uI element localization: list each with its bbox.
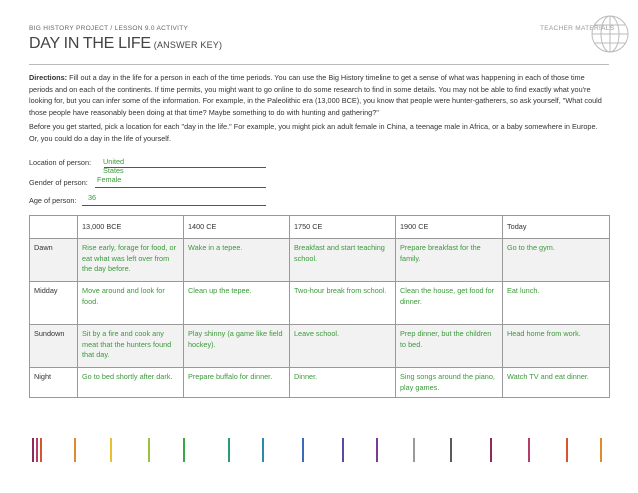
age-label: Age of person:: [29, 196, 77, 205]
page-title-main: DAY IN THE LIFE: [29, 35, 151, 52]
table-cell[interactable]: Go to bed shortly after dark.: [78, 368, 184, 398]
table-header-cell: 13,000 BCE: [78, 216, 184, 239]
gender-field: [29, 175, 122, 187]
table-header-cell: 1900 CE: [396, 216, 503, 239]
table-cell[interactable]: Clean up the tepee.: [184, 282, 290, 325]
location-line[interactable]: [104, 157, 266, 168]
gender-value: Female: [97, 175, 122, 184]
table-cell[interactable]: Sit by a fire and cook any meat that the hunters found that day.: [78, 325, 184, 368]
table-cell[interactable]: Clean the house, get food for dinner.: [396, 282, 503, 325]
color-bar: [36, 438, 38, 462]
table-cell[interactable]: Sing songs around the piano, play games.: [396, 368, 503, 398]
table-cell[interactable]: Move around and look for food.: [78, 282, 184, 325]
table-row: [30, 282, 610, 325]
color-bar: [110, 438, 112, 462]
teacher-materials-label: TEACHER MATERIALS: [540, 25, 615, 32]
row-label: Sundown: [30, 325, 78, 368]
color-bar: [228, 438, 230, 462]
color-bar: [183, 438, 185, 462]
color-bar: [40, 438, 42, 462]
table-cell[interactable]: Prepare buffalo for dinner.: [184, 368, 290, 398]
color-bar: [302, 438, 304, 462]
color-bar: [148, 438, 150, 462]
directions-paragraph-2: Before you get started, pick a location for each "day in the life." For example, you might pick an adult female in China, a teenage male in Africa, or a baby somewhere in Europe. Or, you could do a day in the life of yourself.: [29, 122, 598, 143]
table-cell[interactable]: Prep dinner, but the children to bed.: [396, 325, 503, 368]
page-title-subtitle: (ANSWER KEY): [153, 40, 223, 50]
table-cell[interactable]: Rise early, forage for food, or eat what was left over from the day before.: [78, 239, 184, 282]
location-field: [29, 157, 125, 175]
table-cell[interactable]: Dinner.: [290, 368, 396, 398]
color-bar-strip: [0, 438, 638, 468]
color-bar: [342, 438, 344, 462]
table-cell[interactable]: Wake in a tepee.: [184, 239, 290, 282]
color-bar: [566, 438, 568, 462]
table-cell[interactable]: Head home from work.: [503, 325, 610, 368]
age-value: 36: [88, 193, 97, 202]
table-cell[interactable]: Leave school.: [290, 325, 396, 368]
color-bar: [528, 438, 530, 462]
table-cell[interactable]: Eat lunch.: [503, 282, 610, 325]
color-bar: [262, 438, 264, 462]
color-bar: [413, 438, 415, 462]
day-in-life-table: [29, 215, 610, 398]
table-cell[interactable]: Breakfast and start teaching school.: [290, 239, 396, 282]
globe-grid-icon: [590, 14, 630, 54]
table-header-row: [30, 216, 610, 239]
page-title: [29, 35, 222, 53]
table-row: [30, 325, 610, 368]
color-bar: [600, 438, 602, 462]
age-line[interactable]: [82, 195, 266, 206]
row-label: Midday: [30, 282, 78, 325]
table-row: [30, 368, 610, 398]
row-label: Night: [30, 368, 78, 398]
table-cell[interactable]: Watch TV and eat dinner.: [503, 368, 610, 398]
table-cell[interactable]: Go to the gym.: [503, 239, 610, 282]
table-header-cell: 1400 CE: [184, 216, 290, 239]
table-header-cell: 1750 CE: [290, 216, 396, 239]
directions-label: Directions:: [29, 73, 68, 82]
directions-text: [29, 72, 609, 118]
table-cell[interactable]: Two-hour break from school.: [290, 282, 396, 325]
row-label: Dawn: [30, 239, 78, 282]
location-value: United States: [103, 157, 125, 175]
page-header: [0, 0, 638, 70]
color-bar: [32, 438, 34, 462]
table-cell[interactable]: Play shinny (a game like field hockey).: [184, 325, 290, 368]
table-header-cell: [30, 216, 78, 239]
age-field: [29, 193, 97, 205]
gender-label: Gender of person:: [29, 178, 88, 187]
table-cell[interactable]: Prepare breakfast for the family.: [396, 239, 503, 282]
location-label: Location of person:: [29, 158, 92, 167]
header-divider: [29, 64, 609, 65]
breadcrumb: BIG HISTORY PROJECT / LESSON 9.0 ACTIVITY: [29, 25, 189, 32]
color-bar: [376, 438, 378, 462]
color-bar: [450, 438, 452, 462]
table-row: [30, 239, 610, 282]
table-header-cell: Today: [503, 216, 610, 239]
color-bar: [490, 438, 492, 462]
color-bar: [74, 438, 76, 462]
directions-body: Fill out a day in the life for a person in each of the time periods. You can use the Big History timeline to get a sense of what was happening in each of those time periods and on each of the continents. If time permits, you might want to go online to do some research to find in some details. You may not be able to find exactly what you're looking for, but you can infer some of the information. For example, in the Paleolithic era (13,000 BCE), you know that people were hunter-gatherers, so ask yourself, "What could those people have reasonably been doing at that time? Maybe something to do with hunting and gathering?": [29, 73, 602, 117]
